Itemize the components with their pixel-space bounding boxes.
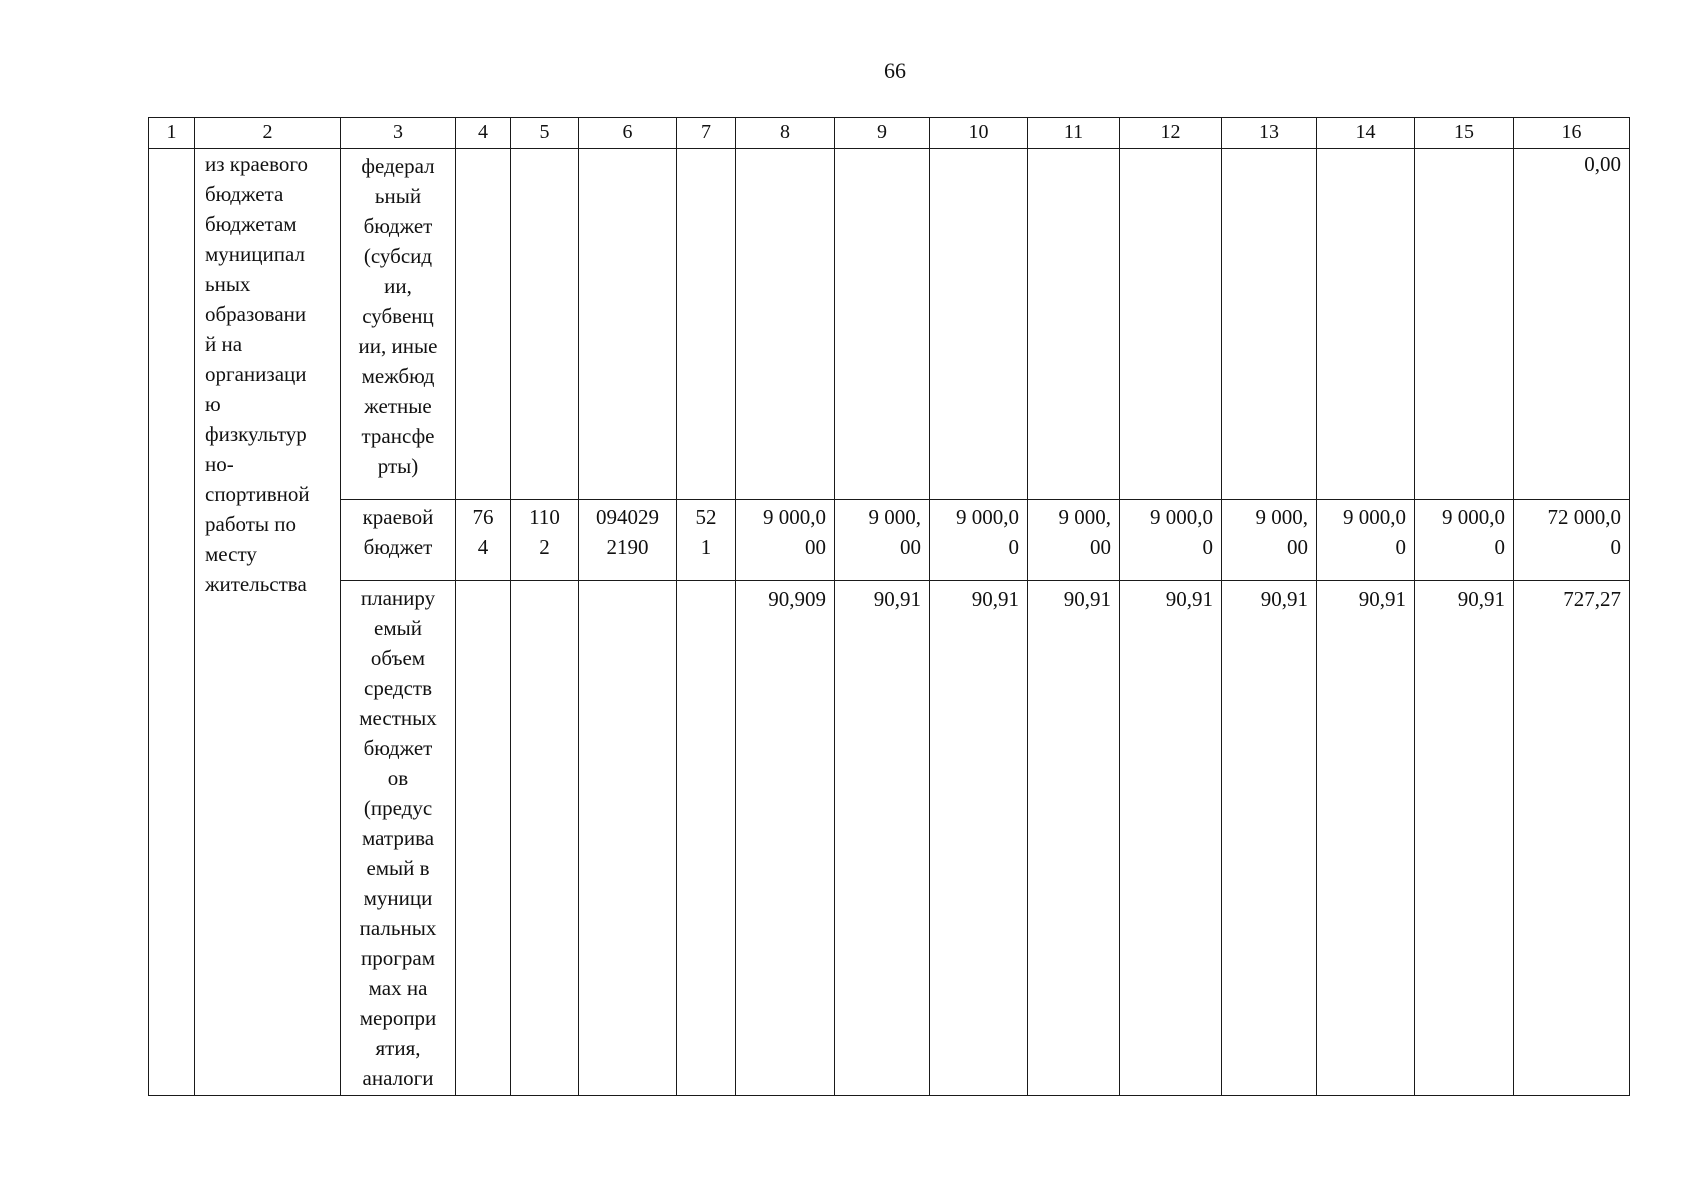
table-row-federal (149, 149, 1630, 500)
local-col-15: 90,91 (1415, 581, 1514, 1096)
table-row-regional (149, 500, 1630, 581)
header-row (149, 118, 1630, 149)
local-col-10: 90,91 (930, 581, 1028, 1096)
budget-table (148, 117, 1630, 1096)
funding-source-local: планиру емый объем средств местных бюджет ов (предус матрива емый в муници пальных програм мах на меропри ятия, аналоги (341, 581, 456, 1096)
federal-col-11 (1028, 149, 1120, 500)
header-col-16: 16 (1514, 118, 1630, 149)
header-col-4: 4 (456, 118, 511, 149)
page-number: 66 (884, 58, 906, 83)
header-col-13: 13 (1222, 118, 1317, 149)
regional-col-13: 9 000, 00 (1222, 500, 1317, 581)
header-col-14: 14 (1317, 118, 1415, 149)
regional-col-9: 9 000, 00 (835, 500, 930, 581)
regional-section-code: 110 2 (511, 500, 579, 581)
header-col-15: 15 (1415, 118, 1514, 149)
regional-col-15: 9 000,0 0 (1415, 500, 1514, 581)
row-number-cell (149, 149, 195, 1096)
federal-col-9 (835, 149, 930, 500)
local-col-11: 90,91 (1028, 581, 1120, 1096)
funding-source-regional: краевой бюджет (341, 500, 456, 581)
federal-col-10 (930, 149, 1028, 500)
header-col-12: 12 (1120, 118, 1222, 149)
federal-col-13 (1222, 149, 1317, 500)
federal-col-12 (1120, 149, 1222, 500)
header-col-5: 5 (511, 118, 579, 149)
regional-target-code: 094029 2190 (579, 500, 677, 581)
federal-col-6 (579, 149, 677, 500)
local-col-7 (677, 581, 736, 1096)
federal-col-7 (677, 149, 736, 500)
header-col-9: 9 (835, 118, 930, 149)
header-col-3: 3 (341, 118, 456, 149)
regional-admin-code: 76 4 (456, 500, 511, 581)
regional-col-10: 9 000,0 0 (930, 500, 1028, 581)
header-col-8: 8 (736, 118, 835, 149)
local-col-14: 90,91 (1317, 581, 1415, 1096)
federal-col-14 (1317, 149, 1415, 500)
federal-col-4 (456, 149, 511, 500)
regional-expense-code: 52 1 (677, 500, 736, 581)
local-col-5 (511, 581, 579, 1096)
local-col-12: 90,91 (1120, 581, 1222, 1096)
local-col-9: 90,91 (835, 581, 930, 1096)
header-col-2: 2 (195, 118, 341, 149)
header-col-7: 7 (677, 118, 736, 149)
regional-total: 72 000,0 0 (1514, 500, 1630, 581)
regional-col-11: 9 000, 00 (1028, 500, 1120, 581)
local-total: 727,27 (1514, 581, 1630, 1096)
federal-col-5 (511, 149, 579, 500)
header-col-10: 10 (930, 118, 1028, 149)
funding-source-federal: федерал ьный бюджет (субсид ии, субвенц ии, иные межбюд жетные трансфе рты) (341, 149, 456, 500)
regional-col-14: 9 000,0 0 (1317, 500, 1415, 581)
header-col-1: 1 (149, 118, 195, 149)
local-col-4 (456, 581, 511, 1096)
event-description: из краевого бюджета бюджетам муниципал ьных образовани й на организаци ю физкультур но- спортивной работы по месту жительства (195, 149, 341, 1096)
federal-col-8 (736, 149, 835, 500)
federal-total: 0,00 (1514, 149, 1630, 500)
federal-col-15 (1415, 149, 1514, 500)
table-row-local (149, 581, 1630, 1096)
header-col-11: 11 (1028, 118, 1120, 149)
regional-col-8: 9 000,0 00 (736, 500, 835, 581)
local-col-6 (579, 581, 677, 1096)
local-col-13: 90,91 (1222, 581, 1317, 1096)
header-col-6: 6 (579, 118, 677, 149)
regional-col-12: 9 000,0 0 (1120, 500, 1222, 581)
local-col-8: 90,909 (736, 581, 835, 1096)
